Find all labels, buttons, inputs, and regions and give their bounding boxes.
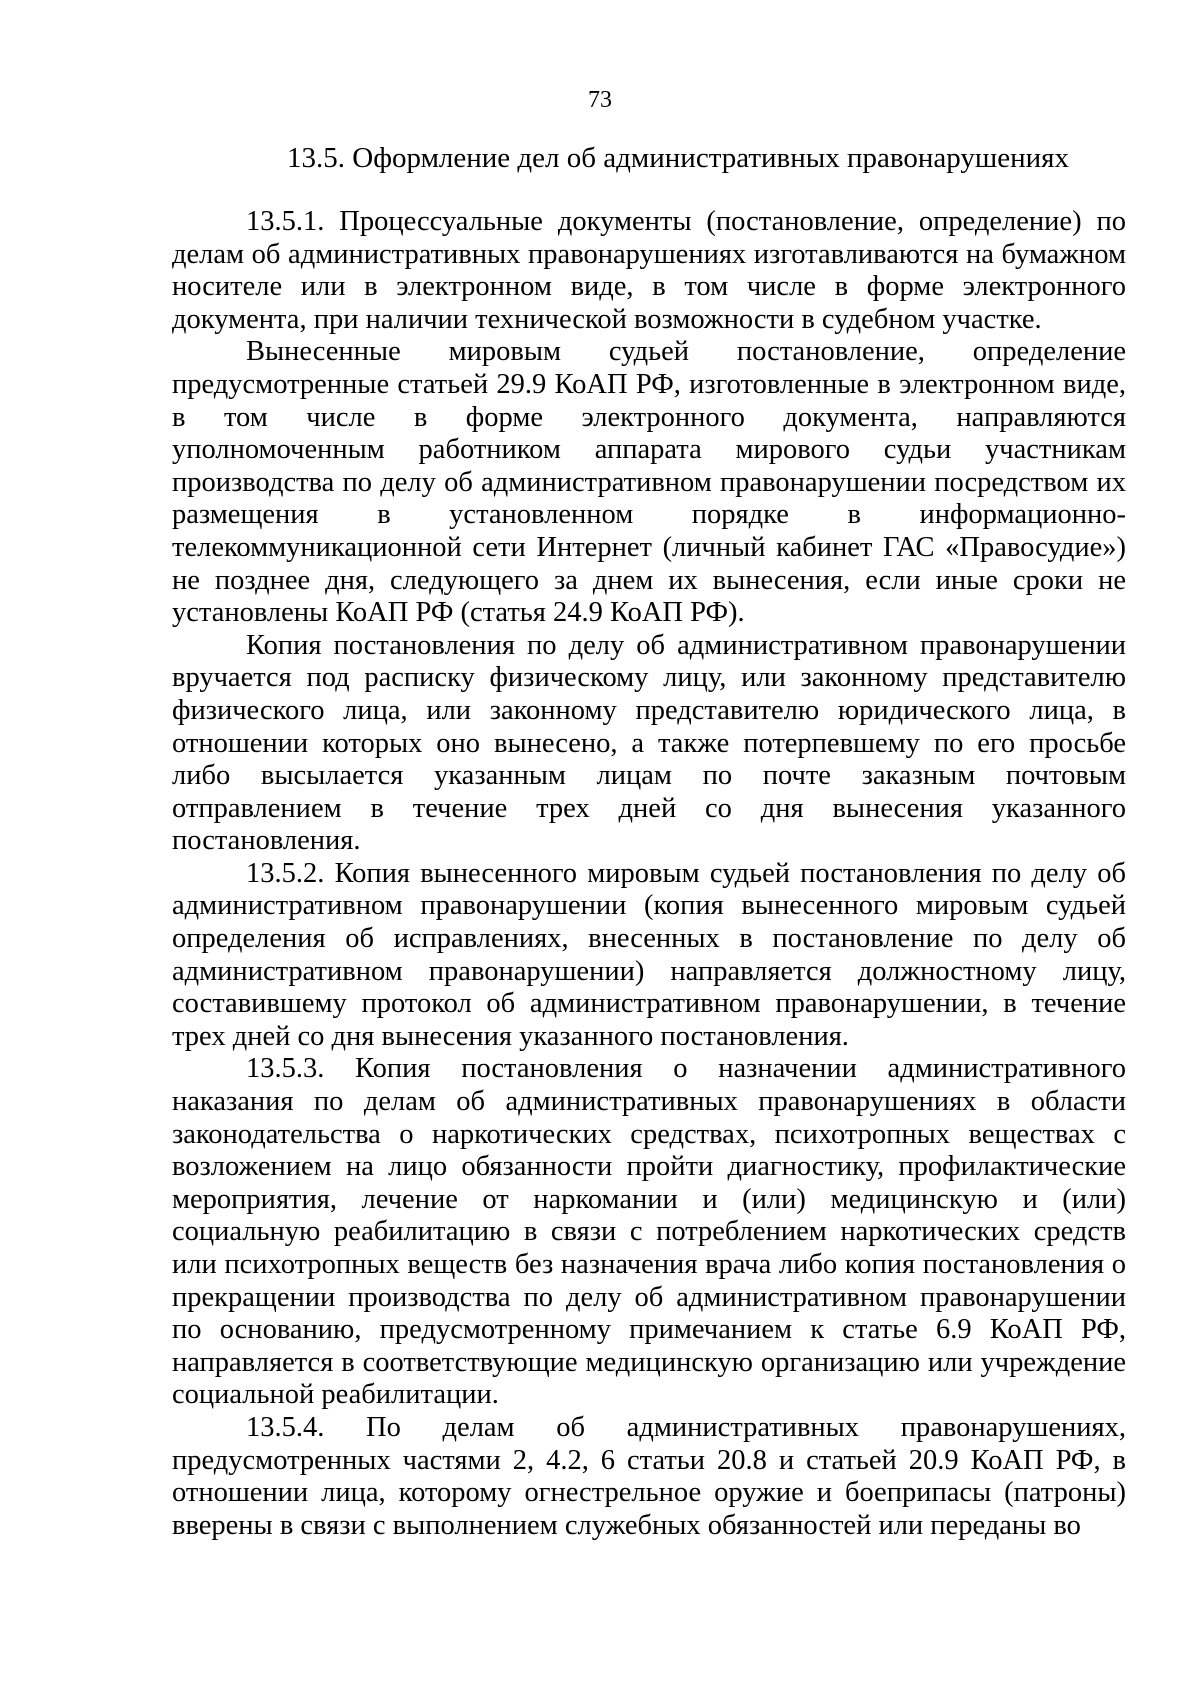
paragraph-13-5-4: 13.5.4. По делам об административных правонарушениях, предусмотренных частями 2, 4.2, 6 статьи 20.8 и статьей 20.9 КоАП РФ, в отношении лица, которому огнестрельное оружие и боеприпасы (патроны) вверены в связи с выполнением служебных обязанностей или переданы во	[172, 1411, 1126, 1541]
section-title: 13.5. Оформление дел об административных правонарушениях	[287, 142, 1069, 174]
paragraph-copy-delivery: Копия постановления по делу об административном правонарушении вручается под расписку физическому лицу, или законному представителю физического лица, или законному представителю юридического лица, в отношении которых оно вынесено, а также потерпевшему по его просьбе либо высылается указанным лицам по почте заказным почтовым отправлением в течение трех дней со дня вынесения указанного постановления.	[172, 629, 1126, 857]
page-number: 73	[588, 87, 612, 113]
paragraph-13-5-1: 13.5.1. Процессуальные документы (постановление, определение) по делам об административных правонарушениях изготавливаются на бумажном носителе или в электронном виде, в том числе в форме электронного документа, при наличии технической возможности в судебном участке.	[172, 206, 1126, 335]
paragraph-13-5-3: 13.5.3. Копия постановления о назначении административного наказания по делам об административных правонарушениях в области законодательства о наркотических средствах, психотропных веществах с возложением на лицо обязанности пройти диагностику, профилактические мероприятия, лечение от наркомании и (или) медицинскую и (или) социальную реабилитацию в связи с потреблением наркотических средств или психотропных веществ без назначения врача либо копия постановления о прекращении производства по делу об административном правонарушении по основанию, предусмотренному примечанием к статье 6.9 КоАП РФ, направляется в соответствующие медицинскую организацию или учреждение социальной реабилитации.	[172, 1053, 1126, 1411]
paragraph-13-5-2: 13.5.2. Копия вынесенного мировым судьей постановления по делу об административном правонарушении (копия вынесенного мировым судьей определения об исправлениях, внесенных в постановление по делу об административном правонарушении) направляется должностному лицу, составившему протокол об административном правонарушении, в течение трех дней со дня вынесения указанного постановления.	[172, 857, 1126, 1052]
body-text	[172, 206, 1126, 1542]
paragraph-electronic-delivery: Вынесенные мировым судьей постановление, определение предусмотренные статьей 29.9 КоАП РФ, изготовленные в электронном виде, в том числе в форме электронного документа, направляются уполномоченным работником аппарата мирового судьи участникам производства по делу об административном правонарушении посредством их размещения в установленном порядке в информационно-телекоммуникационной сети Интернет (личный кабинет ГАС «Правосудие») не позднее дня, следующего за днем их вынесения, если иные сроки не установлены КоАП РФ (статья 24.9 КоАП РФ).	[172, 336, 1126, 629]
